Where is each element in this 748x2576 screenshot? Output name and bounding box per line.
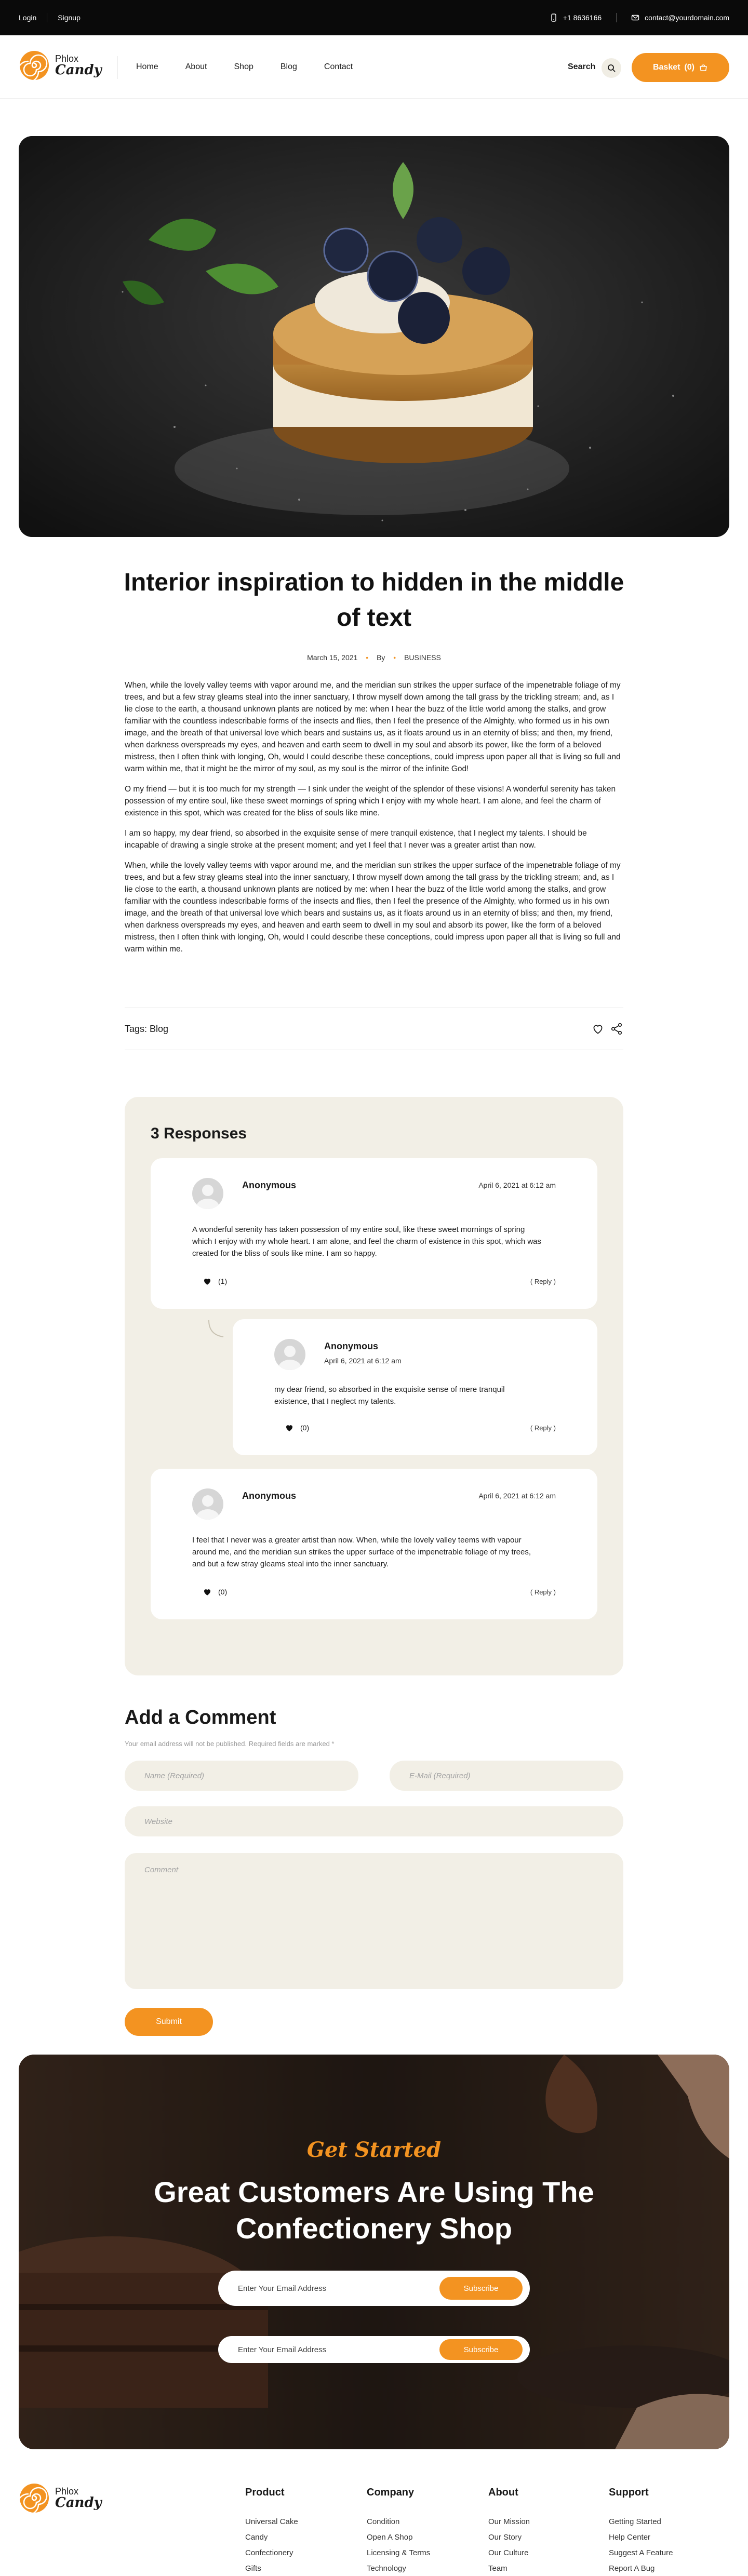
reply-link[interactable]: ( Reply ) [530, 1424, 556, 1432]
add-comment-title: Add a Comment [125, 1707, 276, 1728]
responses-section [125, 1097, 623, 1675]
like-count: (1) [218, 1277, 228, 1285]
comment-card [151, 1469, 597, 1619]
reply-connector-icon [207, 1319, 228, 1340]
footer-column-title: About [488, 2487, 518, 2498]
nav-about[interactable]: About [185, 62, 207, 71]
article-paragraph: When, while the lovely valley teems with vapor around me, and the meridian sun strikes the upper surface of the impenetrable foliage of my trees, and but a few stray gleams steal into the inner sanctuary, I throw myself down among the tall grass by the trickling stream; and, as I lie close to the earth, a thousand unknown plants are noticed by me: when I hear the buzz of the little world among the stalks, and grow familiar with the countless indescribable forms of the insects and flies, then I feel the presence of the Almighty, who formed us in his own image, and the breath of that universal love which bears and sustains us, as it floats around us in an eternity of bliss; and then, my friend, when darkness overspreads my eyes, and heaven and earth seem to dwell in my soul and absorb its power, like the form of a beloved mistress, then I often think with longing, Oh, would I could describe these conceptions, could impress upon paper all that is living so full and warm within me. [125, 861, 621, 954]
comment-author: Anonymous [324, 1341, 379, 1351]
basket-count: (0) [684, 63, 695, 72]
newsletter-email-input[interactable]: Enter Your Email Address [238, 2345, 327, 2354]
footer-link[interactable]: Candy [245, 2533, 268, 2542]
candy-swirl-icon [19, 2483, 50, 2514]
responses-title: 3 Responses [151, 1125, 247, 1142]
footer-column-title: Company [367, 2487, 415, 2498]
footer-link[interactable]: Technology [367, 2564, 406, 2573]
article-category[interactable]: BUSINESS [404, 653, 441, 662]
meta-dot: • [366, 653, 369, 662]
pancake-image [19, 136, 729, 537]
candy-swirl-icon [19, 50, 50, 81]
footer-column-title: Product [245, 2487, 285, 2498]
phone-number[interactable]: +1 8636166 [563, 14, 602, 22]
comment-date: April 6, 2021 at 6:12 am [478, 1492, 556, 1500]
article-paragraph: O my friend — but it is too much for my strength — I sink under the weight of the splendor of these visions! A wonderful serenity has taken possession of my entire soul, like these sweet mornings of spring which I enjoy with my whole heart. I am alone, and feel the charm of existence in this spot, which was created for the bliss of souls like mine. [125, 785, 616, 817]
contact-email[interactable]: contact@yourdomain.com [645, 14, 729, 22]
footer-logo[interactable] [19, 2483, 102, 2514]
website-input[interactable] [125, 1806, 623, 1836]
avatar [192, 1178, 223, 1209]
search-label[interactable]: Search [568, 62, 596, 71]
newsletter-form-sticky [218, 2336, 530, 2363]
main-nav [136, 35, 353, 99]
logo-top-text: Phlox [55, 53, 79, 64]
footer-link[interactable]: Report A Bug [609, 2564, 655, 2573]
heart-icon[interactable] [591, 1022, 605, 1036]
newsletter-form [218, 2271, 530, 2306]
required-note: Your email address will not be published. Required fields are marked * [125, 1740, 335, 1748]
heart-icon [285, 1423, 294, 1432]
name-input[interactable] [125, 1761, 358, 1791]
logo-bottom-text: Candy [55, 2495, 102, 2511]
footer-link[interactable]: Open A Shop [367, 2533, 413, 2542]
footer-link[interactable]: Help Center [609, 2533, 651, 2542]
comment-author: Anonymous [242, 1180, 297, 1190]
chocolate-cake-image [19, 2055, 729, 2449]
login-link[interactable]: Login [19, 14, 37, 22]
hero-image [19, 136, 729, 537]
heart-icon [203, 1277, 212, 1286]
footer-link[interactable]: Suggest A Feature [609, 2548, 673, 2557]
subscribe-button[interactable]: Subscribe [439, 2339, 523, 2360]
phone-icon [550, 14, 558, 22]
comment-card-reply [233, 1319, 597, 1455]
comment-card [151, 1158, 597, 1309]
like-count: (0) [300, 1424, 310, 1432]
like-button[interactable] [285, 1423, 309, 1432]
site-header [0, 35, 748, 99]
footer-column-support [609, 2487, 673, 2576]
comment-text: I feel that I never was a greater artist than now. When, while the lovely valley teems with vapour around me, and the meridian sun strikes the upper surface of the impenetrable foliage of my trees, and but a few stray gleams steal into the inner sanctuary. [192, 1536, 531, 1568]
top-bar [0, 0, 748, 35]
article-body [125, 679, 623, 963]
tags-label[interactable]: Tags: Blog [125, 1023, 169, 1034]
tags-row [125, 1008, 623, 1050]
reply-link[interactable]: ( Reply ) [530, 1278, 556, 1285]
footer-link[interactable]: Universal Cake [245, 2517, 298, 2526]
nav-home[interactable]: Home [136, 62, 158, 71]
footer-link[interactable]: Getting Started [609, 2517, 661, 2526]
site-footer [0, 2449, 748, 2576]
footer-link[interactable]: Licensing & Terms [367, 2548, 431, 2557]
submit-button[interactable]: Submit [125, 2008, 213, 2036]
avatar [274, 1339, 305, 1370]
nav-contact[interactable]: Contact [324, 62, 353, 71]
comment-author: Anonymous [242, 1491, 297, 1501]
basket-label: Basket [652, 63, 680, 72]
nav-blog[interactable]: Blog [280, 62, 297, 71]
search-icon [607, 64, 616, 72]
logo-top-text: Phlox [55, 2486, 79, 2497]
article-paragraph: I am so happy, my dear friend, so absorbed in the exquisite sense of mere tranquil existence, that I neglect my talents. I should be incapable of drawing a single stroke at the present moment; and yet I feel that I never was a greater artist than now. [125, 829, 587, 850]
basket-button[interactable] [632, 53, 729, 82]
footer-link[interactable]: Our Mission [488, 2517, 530, 2526]
subscribe-button[interactable]: Subscribe [439, 2277, 523, 2300]
mail-icon [631, 14, 639, 22]
comment-text: A wonderful serenity has taken possession of my entire soul, like these sweet mornings of spring which I enjoy with my whole heart. I am alone, and feel the charm of existence in this spot, which was created for the bliss of souls like mine. I am so happy. [192, 1225, 541, 1258]
logo[interactable] [19, 50, 102, 81]
avatar [192, 1488, 223, 1520]
logo-bottom-text: Candy [55, 62, 102, 78]
meta-dot: • [393, 653, 396, 662]
heart-icon [203, 1587, 212, 1596]
footer-link[interactable]: Our Story [488, 2533, 522, 2542]
like-button[interactable] [203, 1277, 227, 1286]
footer-column-product [245, 2487, 298, 2576]
article-date: March 15, 2021 [307, 653, 358, 662]
footer-link[interactable]: Our Culture [488, 2548, 529, 2557]
newsletter-title: Great Customers Are Using The Confectionery Shop [154, 2176, 594, 2245]
nav-shop[interactable]: Shop [234, 62, 253, 71]
footer-link[interactable]: Confectionery [245, 2548, 293, 2557]
article-by: By [377, 653, 385, 662]
search-button[interactable] [602, 58, 621, 78]
footer-column-about [488, 2487, 530, 2576]
footer-column-company [367, 2487, 430, 2576]
newsletter-section [19, 2055, 729, 2449]
like-button[interactable] [203, 1587, 227, 1596]
comment-date: April 6, 2021 at 6:12 am [324, 1357, 402, 1365]
footer-link[interactable]: Gifts [245, 2564, 261, 2573]
basket-icon [699, 63, 708, 72]
signup-link[interactable]: Signup [58, 14, 81, 22]
newsletter-pretitle: Get Started [306, 2138, 442, 2162]
divider [616, 13, 617, 22]
share-icon[interactable] [610, 1022, 623, 1036]
article-title: Interior inspiration to hidden in the middle of text [124, 569, 624, 632]
like-count: (0) [218, 1588, 228, 1596]
article-meta [0, 653, 748, 662]
comment-date: April 6, 2021 at 6:12 am [478, 1181, 556, 1189]
footer-link[interactable]: Team [488, 2564, 507, 2573]
footer-column-title: Support [609, 2487, 649, 2498]
article-paragraph: When, while the lovely valley teems with vapor around me, and the meridian sun strikes the upper surface of the impenetrable foliage of my trees, and but a few stray gleams steal into the inner sanctuary, I throw myself down among the tall grass by the trickling stream; and, as I lie close to the earth, a thousand unknown plants are noticed by me: when I hear the buzz of the little world among the stalks, and grow familiar with the countless indescribable forms of the insects and flies, then I feel the presence of the Almighty, who formed us in his own image, and the breath of that universal love which bears and sustains us, as it floats around us in an eternity of bliss; and then, my friend, when darkness overspreads my eyes, and heaven and earth seem to dwell in my soul and absorb its power, like the form of a beloved mistress, then I often think with longing, Oh, would I could describe these conceptions, could impress upon paper all that is living so full and warm within me, that it might be the mirror of my soul, as my soul is the mirror of the infinite God! [125, 681, 621, 773]
comment-text: my dear friend, so absorbed in the exquisite sense of mere tranquil existence, that I neglect my talents. [274, 1385, 505, 1406]
reply-link[interactable]: ( Reply ) [530, 1588, 556, 1596]
footer-link[interactable]: Condition [367, 2517, 400, 2526]
email-input[interactable] [390, 1761, 623, 1791]
newsletter-email-input[interactable]: Enter Your Email Address [238, 2284, 327, 2293]
comment-textarea[interactable] [125, 1853, 623, 1989]
